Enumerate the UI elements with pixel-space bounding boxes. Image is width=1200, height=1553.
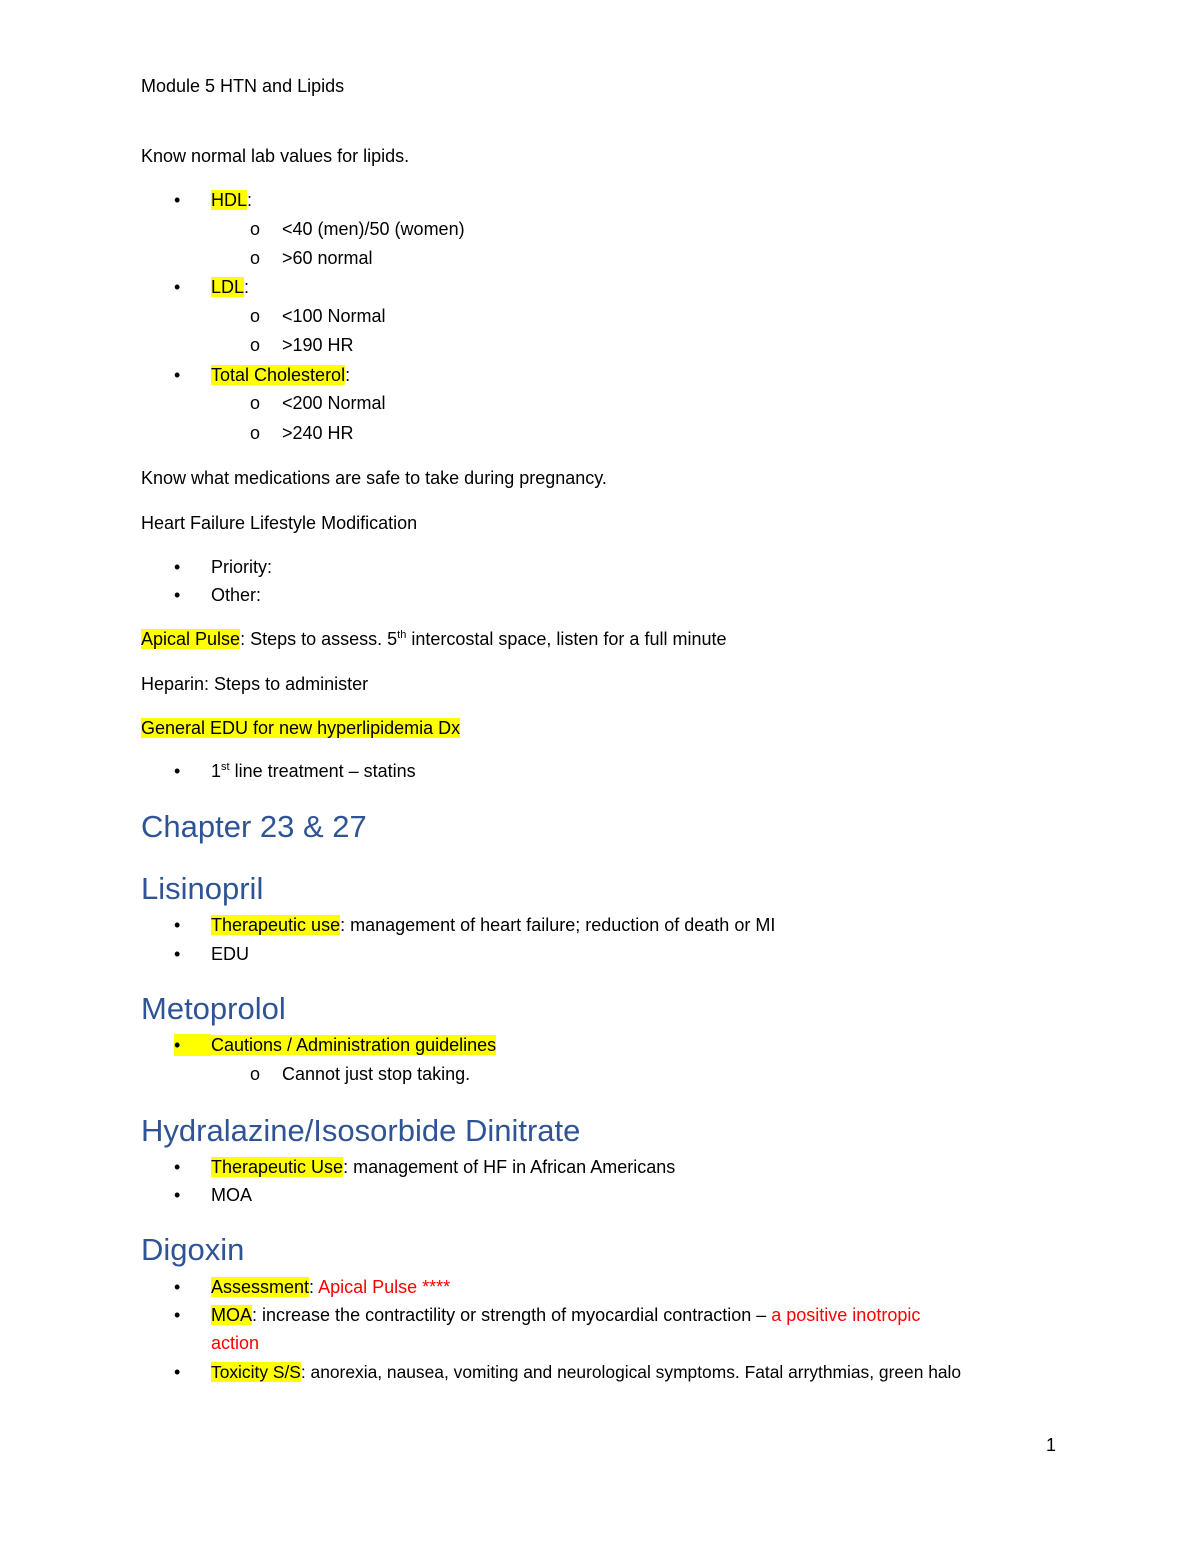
digoxin-moa: MOA: increase the contractility or strength of myocardial contraction – a positive inotropic (211, 1305, 921, 1325)
hydralazine-heading: Hydralazine/Isosorbide Dinitrate (141, 1113, 581, 1148)
bullet: • (174, 1305, 181, 1325)
edu-item: 1st line treatment – statins (211, 761, 416, 781)
apical-pulse-label: Apical Pulse (141, 629, 241, 649)
ldl-label: LDL (211, 277, 245, 297)
heparin-line: Heparin: Steps to administer (141, 674, 369, 694)
total-cholesterol-value: <200 Normal (282, 393, 386, 413)
sub-bullet: o (250, 306, 261, 326)
bullet: • (174, 277, 181, 297)
metoprolol-heading: Metoprolol (141, 991, 286, 1026)
chapter-heading: Chapter 23 & 27 (141, 809, 367, 844)
digoxin-heading: Digoxin (141, 1232, 245, 1267)
doc-title: Module 5 HTN and Lipids (141, 76, 345, 96)
lisinopril-heading: Lisinopril (141, 871, 264, 906)
lipid-item-ldl: LDL: (211, 277, 250, 297)
hf-title: Heart Failure Lifestyle Modification (141, 513, 418, 533)
metoprolol-cautions: Cautions / Administration guidelines (211, 1035, 497, 1055)
bullet: • (174, 1277, 181, 1297)
hf-item-priority: Priority: (211, 557, 273, 577)
bullet: • (174, 1034, 211, 1056)
digoxin-assessment: Assessment: Apical Pulse **** (211, 1277, 451, 1297)
edu-title: General EDU for new hyperlipidemia Dx (141, 718, 461, 738)
bullet: • (174, 915, 181, 935)
lipid-item-total-cholesterol: Total Cholesterol: (211, 365, 351, 385)
sub-bullet: o (250, 248, 261, 268)
bullet: • (174, 1185, 181, 1205)
page-number: 1 (1046, 1435, 1057, 1455)
ldl-value: >190 HR (282, 335, 354, 355)
hdl-label: HDL (211, 190, 248, 210)
hdl-value: >60 normal (282, 248, 373, 268)
bullet: • (174, 190, 181, 210)
lipid-item-hdl: HDL: (211, 190, 253, 210)
lisinopril-edu: EDU (211, 944, 250, 964)
bullet: • (174, 557, 181, 577)
hydralazine-moa: MOA (211, 1185, 253, 1205)
sub-bullet: o (250, 1064, 261, 1084)
digoxin-toxicity: Toxicity S/S: anorexia, nausea, vomiting and neurological symptoms. Fatal arrythmias, green halo (211, 1362, 962, 1382)
bullet: • (174, 1362, 181, 1382)
sub-bullet: o (250, 335, 261, 355)
total-cholesterol-value: >240 HR (282, 423, 354, 443)
lisinopril-use: Therapeutic use: management of heart failure; reduction of death or MI (211, 915, 776, 935)
sub-bullet: o (250, 393, 261, 413)
lipids-intro: Know normal lab values for lipids. (141, 146, 410, 166)
digoxin-moa-cont: action (211, 1333, 260, 1353)
sub-bullet: o (250, 423, 261, 443)
sub-bullet: o (250, 219, 261, 239)
bullet: • (174, 1157, 181, 1177)
apical-pulse-line: Apical Pulse: Steps to assess. 5th intercostal space, listen for a full minute (141, 629, 727, 649)
bullet: • (174, 365, 181, 385)
hf-item-other: Other: (211, 585, 262, 605)
metoprolol-sub: Cannot just stop taking. (282, 1064, 471, 1084)
bullet: • (174, 944, 181, 964)
bullet: • (174, 761, 181, 781)
ldl-value: <100 Normal (282, 306, 386, 326)
pregnancy-line: Know what medications are safe to take during pregnancy. (141, 468, 607, 488)
total-cholesterol-label: Total Cholesterol (211, 365, 346, 385)
bullet: • (174, 585, 181, 605)
hydralazine-use: Therapeutic Use: management of HF in African Americans (211, 1157, 676, 1177)
hdl-value: <40 (men)/50 (women) (282, 219, 465, 239)
